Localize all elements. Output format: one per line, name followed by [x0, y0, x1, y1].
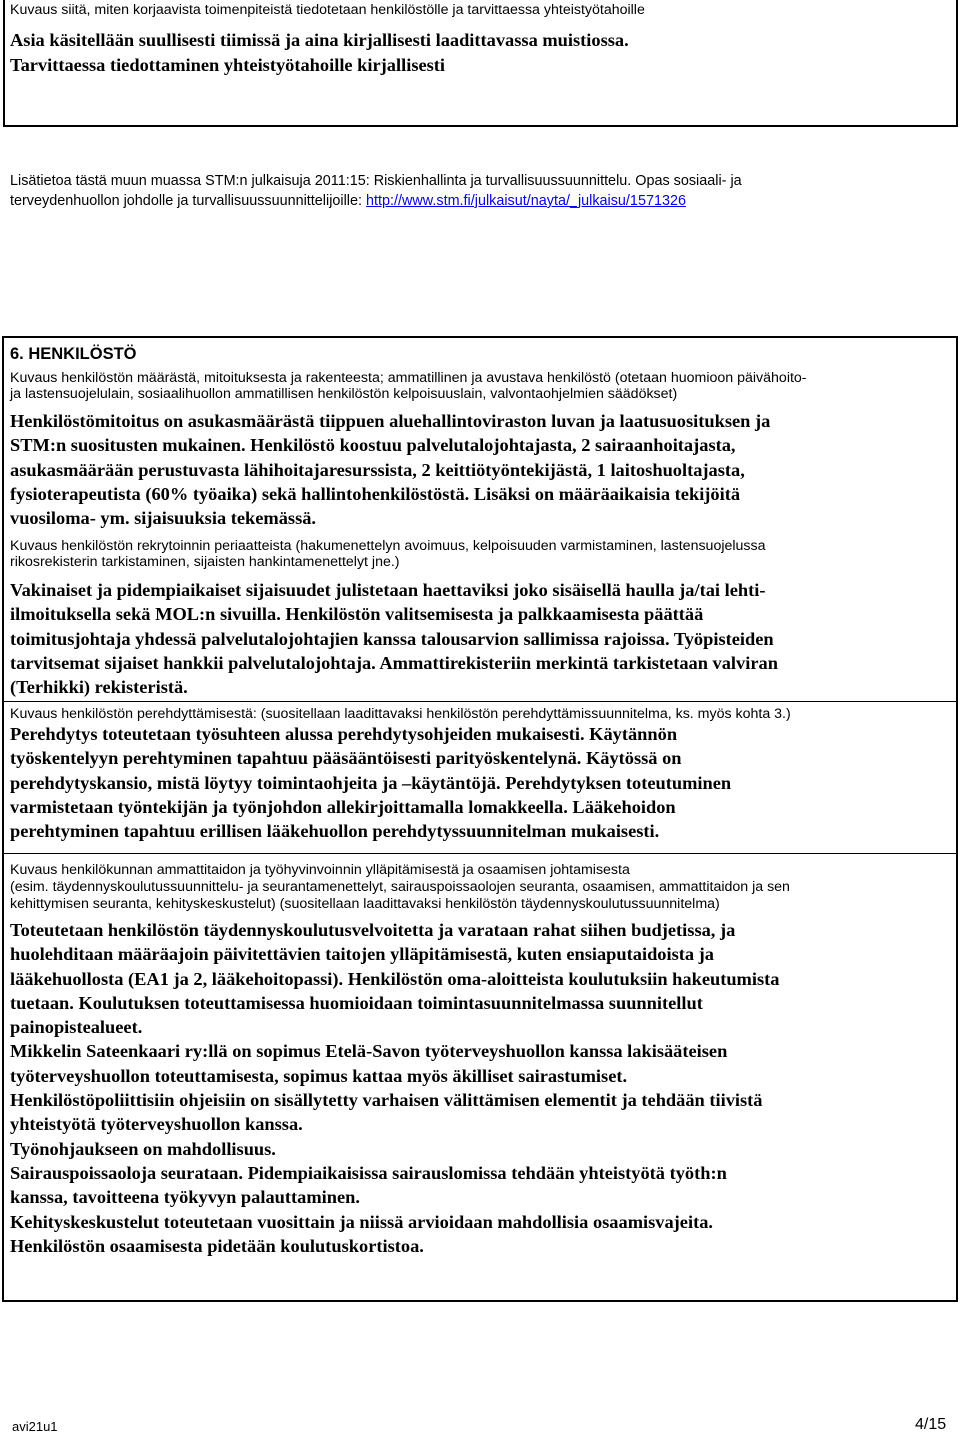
text-line: lääkehuollosta (EA1 ja 2, lääkehoitopassi). Henkilöstön oma-aloitteista koulutuksiin hakeutumista: [10, 968, 780, 989]
text-line: Tarvittaessa tiedottaminen yhteistyötahoille kirjallisesti: [10, 54, 446, 75]
divider: [2, 701, 958, 702]
caption-line: Kuvaus henkilöstön määrästä, mitoituksesta ja rakenteesta; ammatillinen ja avustava henkilöstö (otetaan huomioon päivähoito-: [10, 370, 807, 386]
text-line: Perehdytys toteutetaan työsuhteen alussa perehdytysohjeiden mukaisesti. Käytännön: [10, 724, 678, 744]
text-line: Henkilöstömitoitus on asukasmäärästä tiippuen aluehallintoviraston luvan ja laatusuosituksen ja: [10, 411, 771, 431]
text-line: Sairauspoissaoloja seurataan. Pidempiaikaisissa sairauslomissa tehdään yhteistyötä työth:n: [10, 1162, 727, 1183]
page-number: 4/15: [915, 1416, 947, 1433]
text-line: Henkilöstöpoliittisiin ohjeisiin on sisällytetty varhaisen välittämisen elementit ja tehdään tiivistä: [10, 1090, 763, 1111]
staffing-caption: [10, 370, 954, 402]
text-line: tuetaan. Koulutuksen toteuttamisessa huomioidaan toimintasuunnitelmassa suunnitellut: [10, 992, 703, 1013]
caption-line: Kuvaus henkilöstön perehdyttämisestä: (suositellaan laadittavaksi henkilöstön perehdyttämissuunnitelma, ks. myös kohta 3.): [10, 706, 791, 722]
text-line: Vakinaiset ja pidempiaikaiset sijaisuudet julistetaan haettaviksi joko sisäisellä haulla ja/tai lehti-: [10, 580, 766, 600]
text-line: asukasmäärään perustuvasta lähihoitajaresurssista, 2 keittiötyöntekijästä, 1 laitoshuoltajasta,: [10, 459, 745, 480]
text-line: (Terhikki) rekisteristä.: [10, 677, 188, 698]
text-line: ilmoituksella sekä MOL:n sivuilla. Henkilöstön valitsemisesta ja palkkaamisesta päättää: [10, 604, 704, 625]
text-line: perehdytyskansio, mistä löytyy toimintaohjeita ja –käytäntöjä. Perehdytyksen toteutuminen: [10, 772, 732, 793]
text-line: yhteistyötä työterveyshuollon kanssa.: [10, 1114, 303, 1135]
text-line: STM:n suositusten mukainen. Henkilöstö koostuu palvelutalojohtajasta, 2 sairaanhoitajasta,: [10, 435, 736, 456]
caption-line: rikosrekisterin tarkistaminen, sijaisten hankintamenettelyt jne.): [10, 554, 400, 570]
section-heading: 6. HENKILÖSTÖ: [10, 345, 137, 363]
competence-caption: [10, 862, 954, 913]
text-line: Kehityskeskustelut toteutetaan vuosittain ja niissä arvioidaan mahdollisia osaamisvajeita.: [10, 1211, 713, 1232]
text-line: Toteutetaan henkilöstön täydennyskoulutusvelvoitetta ja varataan rahat siihen budjetissa, ja: [10, 920, 736, 940]
corrective-actions-text: [10, 28, 954, 77]
orientation-caption: [10, 706, 954, 722]
staffing-text: [10, 409, 954, 530]
text-line: varmistetaan työntekijän ja työnjohdon allekirjoittamalla lomakkeella. Lääkehoidon: [10, 796, 676, 817]
text-line: työterveyshuollon toteuttamisesta, sopimus kattaa myös äkilliset sairastumiset.: [10, 1065, 628, 1086]
text-line: tarvitsemat sijaiset hankkii palvelutalojohtaja. Ammattirekisteriin merkintä tarkistetaan valviran: [10, 652, 778, 673]
info-line-2-text: terveydenhuollon johdolle ja turvallisuussuunnittelijoille:: [10, 193, 366, 209]
divider: [2, 853, 958, 854]
recruitment-text: [10, 578, 954, 699]
caption-line: Kuvaus henkilöstön rekrytoinnin periaatteista (hakumenettelyn avoimuus, kelpoisuuden varmistaminen, lastensuojelussa: [10, 538, 766, 554]
text-line: vuosiloma- ym. sijaisuuksia tekemässä.: [10, 508, 317, 529]
caption-line: kehittymisen seuranta, kehityskeskustelut) (suositellaan laadittavaksi henkilöstön täydennyskoulutussuunnitelma): [10, 896, 720, 912]
text-line: painopistealueet.: [10, 1017, 143, 1038]
text-line: fysioterapeutista (60% työaika) sekä hallintohenkilöstöstä. Lisäksi on määräaikaisia tekijöitä: [10, 483, 741, 504]
caption-line: Kuvaus henkilökunnan ammattitaidon ja työhyvinvoinnin ylläpitämisestä ja osaamisen johtamisesta: [10, 862, 630, 878]
text-line: Henkilöstön osaamisesta pidetään koulutuskortistoa.: [10, 1235, 424, 1256]
text-line: työskentelyyn perehtyminen tapahtuu pääsääntöisesti parityöskentelynä. Käytössä on: [10, 748, 682, 769]
info-line-2: [10, 191, 954, 211]
recruitment-caption: [10, 538, 954, 570]
text-line: kanssa, tavoitteena työkyvyn palauttaminen.: [10, 1187, 360, 1208]
form-code: avi21u1: [12, 1419, 58, 1434]
text-line: perehtyminen tapahtuu erillisen lääkehuollon perehdytyssuunnitelman mukaisesti.: [10, 821, 660, 842]
text-line: Työnohjaukseen on mahdollisuus.: [10, 1138, 276, 1159]
caption-line: (esim. täydennyskoulutussuunnittelu- ja seurantamenettelyt, sairauspoissaolojen seuranta, osaamisen, ammattitaidon ja sen: [10, 879, 790, 895]
corrective-actions-caption: Kuvaus siitä, miten korjaavista toimenpiteistä tiedotetaan henkilöstölle ja tarvittaessa yhteistyötahoille: [10, 2, 645, 18]
orientation-text: [10, 722, 954, 843]
text-line: Mikkelin Sateenkaari ry:llä on sopimus Etelä-Savon työterveyshuollon kanssa lakisääteisen: [10, 1041, 728, 1062]
competence-text: [10, 918, 954, 1258]
info-line-1: Lisätietoa tästä muun muassa STM:n julkaisuja 2011:15: Riskienhallinta ja turvallisuussuunnittelu. Opas sosiaali- ja: [10, 173, 742, 189]
text-line: toimitusjohtaja yhdessä palvelutalojohtajien kanssa talousarvion sallimissa rajoissa. Työpisteiden: [10, 628, 774, 649]
text-line: Asia käsitellään suullisesti tiimissä ja aina kirjallisesti laadittavassa muistiossa.: [10, 30, 629, 50]
caption-line: ja lastensuojelulain, sosiaalihuollon ammatillisen henkilöstön kelpoisuuslain, valvontaohjelmien säädökset): [10, 386, 678, 402]
stm-publication-link[interactable]: http://www.stm.fi/julkaisut/nayta/_julkaisu/1571326: [366, 193, 686, 209]
info-paragraph: [10, 171, 954, 211]
text-line: huolehditaan määräajoin päivitettävien taitojen ylläpitämisestä, kuten ensiaputaidoista ja: [10, 944, 714, 965]
